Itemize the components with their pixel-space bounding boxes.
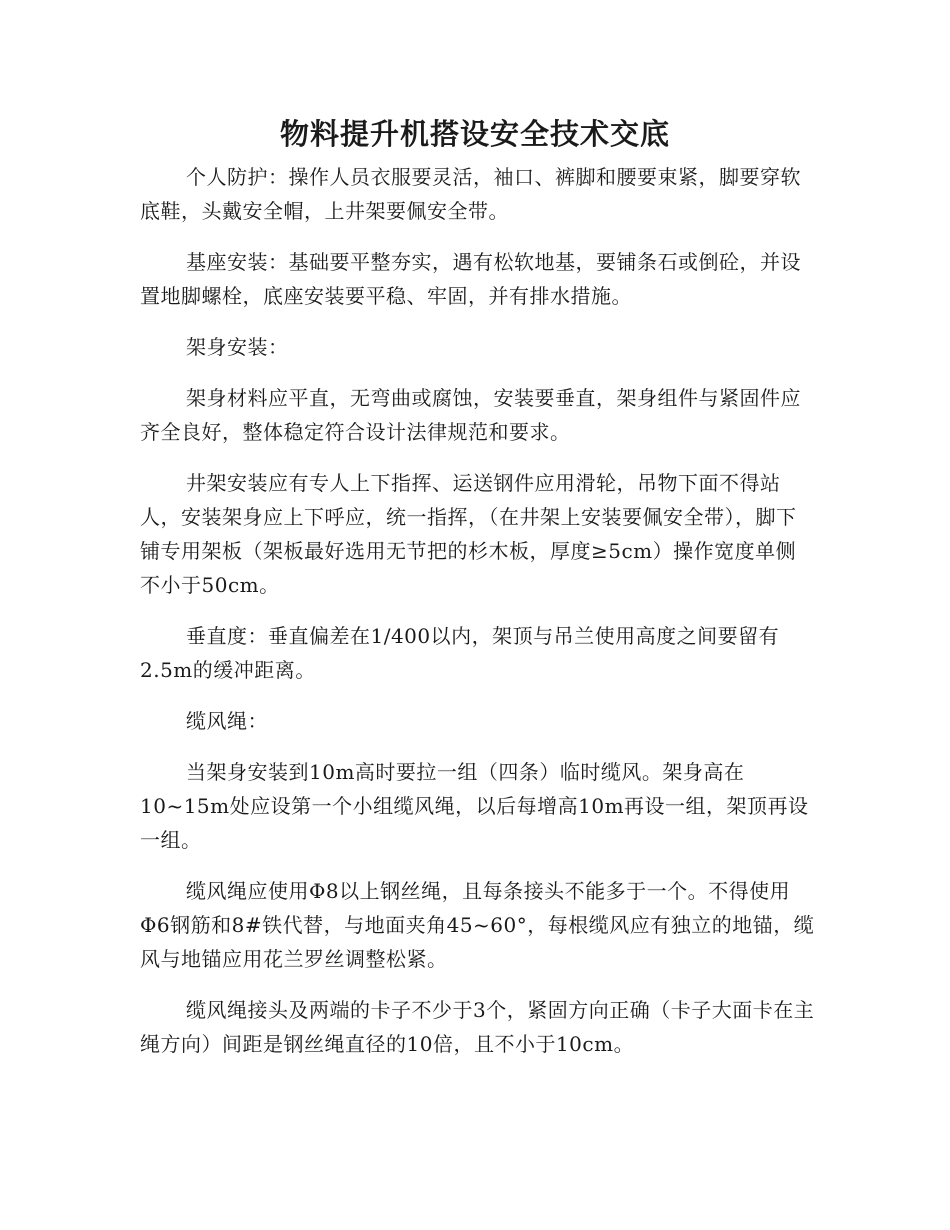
paragraph-personal-protection: 个人防护：操作人员衣服要灵活，袖口、裤脚和腰要束紧，脚要穿软底鞋，头戴安全帽，上井架要佩安全带。	[140, 165, 801, 223]
document-title: 物料提升机搭设安全技术交底	[279, 117, 670, 151]
paragraph-base-installation: 基座安装：基础要平整夯实，遇有松软地基，要铺条石或倒砼，并设置地脚螺栓，底座安装要平稳、牢固，并有排水措施。	[140, 250, 801, 308]
paragraph-guy-rope-clamps: 缆风绳接头及两端的卡子不少于3个，紧固方向正确（卡子大面卡在主绳方向）间距是钢丝绳直径的10倍，且不小于10cm。	[140, 998, 815, 1056]
paragraph-guy-rope-setup: 当架身安装到10m高时要拉一组（四条）临时缆风。架身高在10~15m处应设第一个小组缆风绳，以后每增高10m再设一组，架顶再设一组。	[140, 760, 809, 852]
paragraph-frame-materials: 架身材料应平直，无弯曲或腐蚀，安装要垂直，架身组件与紧固件应齐全良好，整体稳定符合设计法律规范和要求。	[140, 386, 801, 444]
document-body	[140, 160, 816, 1078]
paragraph-verticality: 垂直度：垂直偏差在1/400以内，架顶与吊兰使用高度之间要留有2.5m的缓冲距离。	[140, 624, 780, 682]
paragraph-guy-rope-heading: 缆风绳：	[186, 709, 268, 733]
paragraph-frame-installation-heading: 架身安装：	[186, 335, 289, 359]
paragraph-guy-rope-material: 缆风绳应使用Φ8以上钢丝绳，且每条接头不能多于一个。不得使用Φ6钢筋和8#铁代替，与地面夹角45~60°，每根缆风应有独立的地锚，缆风与地锚应用花兰罗丝调整松紧。	[140, 879, 815, 971]
paragraph-derrick-installation: 井架安装应有专人上下指挥、运送钢件应用滑轮，吊物下面不得站人，安装架身应上下呼应，统一指挥，（在井架上安装要佩安全带），脚下铺专用架板（架板最好选用无节把的杉木板，厚度≥5cm）操作宽度单侧不小于50cm。	[140, 471, 797, 597]
